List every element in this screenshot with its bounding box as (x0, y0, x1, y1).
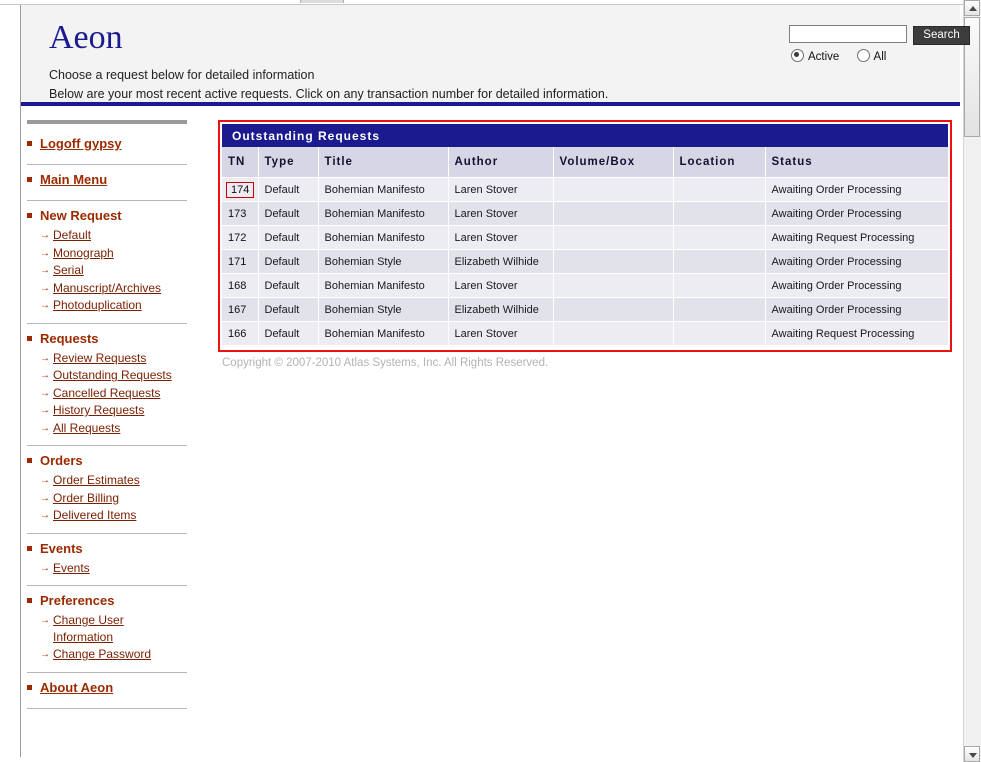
cell-tn[interactable] (222, 322, 258, 346)
scroll-up-button[interactable] (964, 0, 980, 16)
sidebar-item-label: Serial (53, 263, 84, 277)
sidebar-item-change-user-information[interactable] (27, 612, 187, 645)
sidebar-item-label: History Requests (53, 403, 145, 417)
transaction-number-link[interactable]: 171 (228, 255, 247, 268)
sidebar-section-orders (27, 453, 187, 534)
table-row (222, 178, 948, 202)
sidebar-section-about (27, 680, 187, 709)
sidebar-heading-label: Requests (40, 330, 99, 346)
square-bullet-icon (27, 598, 32, 603)
sidebar-item-label: Delivered Items (53, 508, 137, 522)
sidebar-item-main-menu[interactable] (27, 172, 187, 188)
sidebar-item-label: About Aeon (40, 679, 114, 695)
sidebar-section-preferences (27, 593, 187, 673)
sidebar-heading-new-request (27, 208, 187, 224)
cell-location (673, 322, 765, 346)
cell-location (673, 298, 765, 322)
sidebar-item-label: Review Requests (53, 350, 147, 365)
chevron-up-icon (969, 6, 977, 11)
arrow-right-icon: → (40, 352, 50, 364)
sidebar-item-label: Main Menu (40, 172, 108, 187)
cell-volume-box (553, 298, 673, 322)
cell-location (673, 226, 765, 250)
column-header-title[interactable]: Title (318, 147, 448, 178)
sidebar-heading-label: Preferences (40, 593, 115, 608)
cell-volume-box (553, 250, 673, 274)
cell-status: Awaiting Order Processing (765, 250, 948, 274)
cell-tn[interactable] (222, 202, 258, 226)
search-input[interactable] (789, 25, 907, 43)
sidebar-item-label: Change User Information (53, 613, 124, 644)
header-subtitle-1: Choose a request below for detailed information (49, 68, 315, 82)
table-header-row (222, 147, 948, 178)
sidebar-item-label: Outstanding Requests (53, 368, 172, 382)
sidebar-item-delivered-items[interactable] (27, 507, 187, 524)
sidebar-item-change-password[interactable] (27, 646, 187, 663)
square-bullet-icon (27, 458, 32, 463)
transaction-number-link[interactable]: 167 (228, 303, 247, 316)
sidebar-item-label: Logoff gypsy (40, 136, 122, 151)
search-scope-radios (791, 49, 900, 63)
table-row (222, 250, 948, 274)
cell-status: Awaiting Request Processing (765, 226, 948, 250)
sidebar-heading-label: Orders (40, 453, 83, 468)
cell-volume-box (553, 178, 673, 202)
radio-active[interactable] (791, 49, 804, 62)
sidebar-item-about-aeon[interactable] (27, 680, 187, 696)
sidebar-section-new-request (27, 208, 187, 324)
sidebar-item-label: Order Billing (53, 490, 120, 505)
sidebar-heading-orders (27, 453, 187, 469)
cell-author: Laren Stover (448, 274, 553, 298)
chevron-down-icon (969, 753, 977, 758)
cell-author: Elizabeth Wilhide (448, 250, 553, 274)
cell-type: Default (258, 274, 318, 298)
sidebar-heading-preferences (27, 593, 187, 609)
arrow-right-icon: → (40, 510, 50, 521)
sidebar-section-requests (27, 331, 187, 447)
column-header-location[interactable]: Location (673, 147, 765, 178)
sidebar (27, 120, 187, 716)
sidebar-item-serial[interactable] (27, 262, 187, 279)
table-row (222, 274, 948, 298)
arrow-right-icon: → (40, 282, 50, 294)
cell-author: Elizabeth Wilhide (448, 298, 553, 322)
site-header (21, 5, 960, 103)
requests-table (222, 147, 949, 346)
table-row (222, 322, 948, 346)
radio-active-label: Active (808, 51, 840, 63)
cell-title: Bohemian Style (318, 298, 448, 322)
square-bullet-icon (27, 685, 32, 690)
cell-author: Laren Stover (448, 178, 553, 202)
transaction-number-link[interactable]: 166 (228, 327, 247, 340)
header-divider (21, 102, 960, 106)
column-header-tn[interactable]: TN (222, 147, 258, 178)
cell-volume-box (553, 226, 673, 250)
transaction-number-link[interactable]: 174 (226, 182, 254, 198)
table-row (222, 226, 948, 250)
square-bullet-icon (27, 546, 32, 551)
sidebar-section-main-menu (27, 172, 187, 201)
arrow-right-icon: → (40, 405, 50, 416)
cell-location (673, 250, 765, 274)
column-header-author[interactable]: Author (448, 147, 553, 178)
arrow-right-icon: → (40, 492, 50, 504)
cell-location (673, 274, 765, 298)
cell-title: Bohemian Manifesto (318, 178, 448, 202)
radio-all[interactable] (857, 49, 870, 62)
sidebar-item-logoff[interactable] (27, 136, 187, 152)
cell-volume-box (553, 202, 673, 226)
arrow-right-icon: → (40, 562, 50, 574)
cell-location (673, 178, 765, 202)
cell-title: Bohemian Manifesto (318, 226, 448, 250)
arrow-right-icon: → (40, 247, 50, 259)
sidebar-item-label: Events (53, 560, 90, 575)
table-row (222, 202, 948, 226)
sidebar-item-outstanding-requests[interactable] (27, 367, 187, 384)
sidebar-heading-requests (27, 331, 187, 347)
sidebar-item-label: Order Estimates (53, 473, 140, 487)
sidebar-item-all-requests[interactable] (27, 420, 187, 437)
cell-type: Default (258, 178, 318, 202)
sidebar-section-logoff (27, 120, 187, 165)
transaction-number-link[interactable]: 173 (228, 207, 247, 220)
sidebar-heading-label: Events (40, 540, 83, 556)
arrow-right-icon: → (40, 422, 50, 434)
sidebar-item-events[interactable] (27, 560, 187, 577)
square-bullet-icon (27, 336, 32, 341)
sidebar-heading-events (27, 541, 187, 557)
column-header-volume-box[interactable]: Volume/Box (553, 147, 673, 178)
cell-author: Laren Stover (448, 322, 553, 346)
browser-tab-stub[interactable] (300, 0, 344, 3)
cell-title: Bohemian Style (318, 250, 448, 274)
cell-title: Bohemian Manifesto (318, 274, 448, 298)
arrow-right-icon: → (40, 265, 50, 276)
sidebar-item-label: Cancelled Requests (53, 385, 161, 400)
cell-volume-box (553, 274, 673, 298)
sidebar-item-default[interactable] (27, 227, 187, 244)
sidebar-item-monograph[interactable] (27, 245, 187, 262)
cell-status: Awaiting Order Processing (765, 178, 948, 202)
site-logo: Aeon (49, 19, 123, 56)
cell-status: Awaiting Order Processing (765, 202, 948, 226)
sidebar-heading-label: New Request (40, 208, 122, 223)
sidebar-item-label: All Requests (53, 420, 121, 435)
cell-tn[interactable] (222, 226, 258, 250)
arrow-right-icon: → (40, 230, 50, 241)
cell-location (673, 202, 765, 226)
radio-all-label: All (873, 51, 887, 63)
sidebar-item-photoduplication[interactable] (27, 297, 187, 314)
cell-tn[interactable] (222, 178, 258, 202)
sidebar-item-history-requests[interactable] (27, 402, 187, 419)
header-subtitle-2: Below are your most recent active requests. Click on any transaction number for detailed information. (49, 87, 609, 101)
arrow-right-icon: → (40, 370, 50, 381)
square-bullet-icon (27, 213, 32, 218)
sidebar-item-order-estimates[interactable] (27, 472, 187, 489)
transaction-number-link[interactable]: 168 (228, 279, 247, 292)
arrow-right-icon: → (40, 300, 50, 311)
cell-title: Bohemian Manifesto (318, 202, 448, 226)
sidebar-item-label: Manuscript/Archives (53, 280, 162, 295)
column-header-type[interactable]: Type (258, 147, 318, 178)
cell-type: Default (258, 298, 318, 322)
square-bullet-icon (27, 141, 32, 146)
search-button[interactable]: Search (913, 26, 970, 45)
panel-title: Outstanding Requests (222, 124, 948, 147)
cell-tn[interactable] (222, 250, 258, 274)
sidebar-item-label: Photoduplication (53, 298, 142, 312)
arrow-right-icon: → (40, 649, 50, 660)
sidebar-item-label: Monograph (53, 245, 114, 260)
scroll-down-button[interactable] (964, 746, 980, 762)
sidebar-item-manuscript-archives[interactable] (27, 280, 187, 297)
sidebar-item-cancelled-requests[interactable] (27, 385, 187, 402)
arrow-right-icon: → (40, 387, 50, 399)
cell-status: Awaiting Request Processing (765, 322, 948, 346)
arrow-right-icon: → (40, 615, 50, 626)
cell-status: Awaiting Order Processing (765, 298, 948, 322)
copyright-text: Copyright © 2007-2010 Atlas Systems, Inc. All Rights Reserved. (222, 357, 549, 369)
cell-tn[interactable] (222, 274, 258, 298)
column-header-status[interactable]: Status (765, 147, 948, 178)
table-row (222, 298, 948, 322)
outstanding-requests-panel (222, 124, 948, 346)
sidebar-item-label: Change Password (53, 647, 152, 661)
cell-status: Awaiting Order Processing (765, 274, 948, 298)
cell-type: Default (258, 250, 318, 274)
vertical-scrollbar[interactable] (963, 0, 981, 762)
cell-type: Default (258, 226, 318, 250)
sidebar-section-events (27, 541, 187, 587)
sidebar-item-review-requests[interactable] (27, 350, 187, 367)
cell-tn[interactable] (222, 298, 258, 322)
cell-author: Laren Stover (448, 202, 553, 226)
transaction-number-link[interactable]: 172 (228, 231, 247, 244)
cell-volume-box (553, 322, 673, 346)
cell-type: Default (258, 202, 318, 226)
sidebar-item-label: Default (53, 228, 92, 242)
cell-author: Laren Stover (448, 226, 553, 250)
cell-title: Bohemian Manifesto (318, 322, 448, 346)
arrow-right-icon: → (40, 475, 50, 486)
square-bullet-icon (27, 177, 32, 182)
cell-type: Default (258, 322, 318, 346)
sidebar-item-order-billing[interactable] (27, 490, 187, 507)
